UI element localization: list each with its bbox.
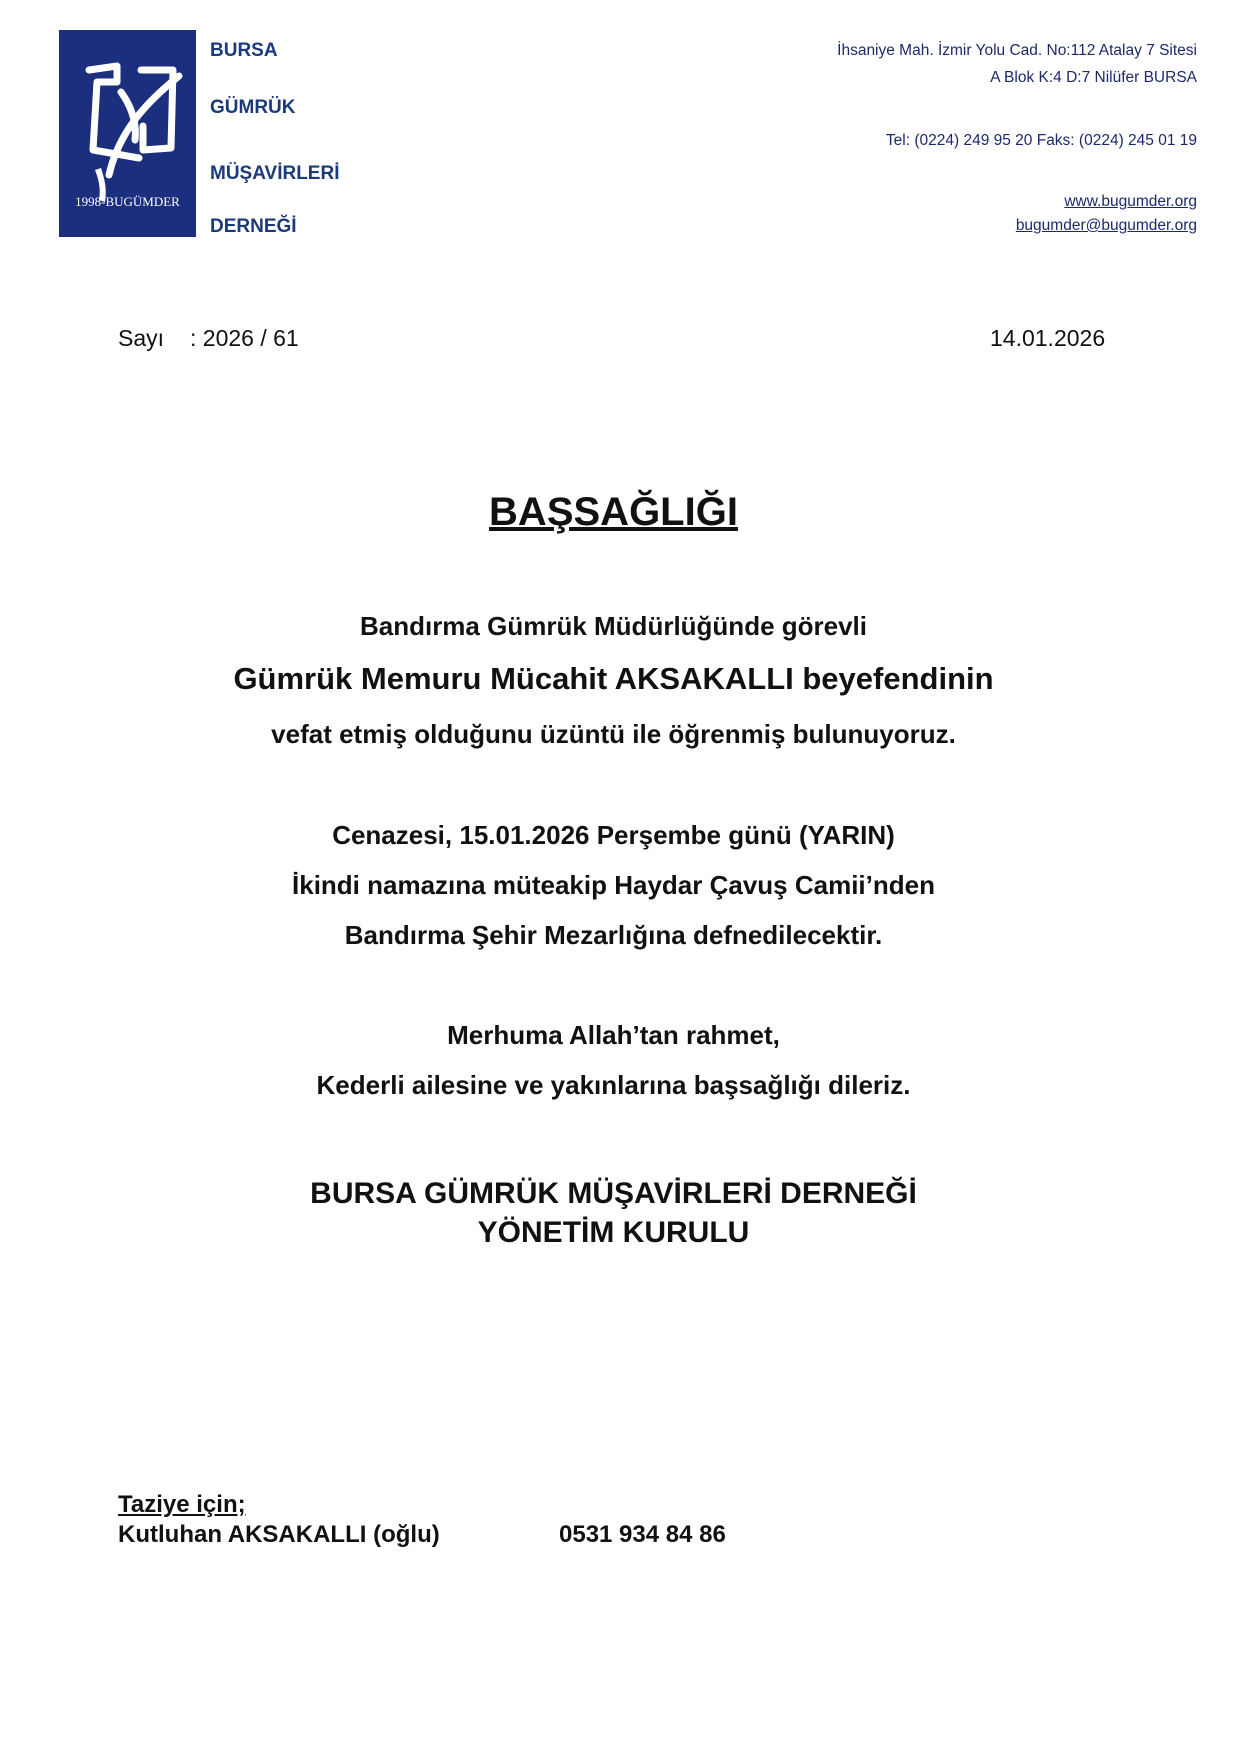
taziye-heading: Taziye için;	[118, 1491, 246, 1518]
address-line-1: İhsaniye Mah. İzmir Yolu Cad. No:112 Atalay 7 Sitesi	[837, 42, 1197, 59]
signature-board: YÖNETİM KURULU	[477, 1216, 750, 1249]
body-line-3: vefat etmiş olduğunu üzüntü ile öğrenmiş bulunuyoruz.	[271, 719, 956, 749]
org-name-line-3: MÜŞAVİRLERİ	[210, 163, 340, 184]
sayi-label: Sayı	[118, 325, 165, 351]
sayi-value: : 2026 / 61	[190, 325, 299, 351]
document-title: BAŞSAĞLIĞI	[489, 490, 738, 534]
website-link[interactable]: www.bugumder.org	[1064, 193, 1197, 210]
logo-caption: 1998-BUGÜMDER	[75, 194, 180, 209]
body-line-1: Bandırma Gümrük Müdürlüğünde görevli	[359, 611, 868, 641]
org-name-line-2: GÜMRÜK	[210, 97, 296, 118]
body-line-5: İkindi namazına müteakip Haydar Çavuş Camii’nden	[292, 870, 935, 900]
taziye-contact-name: Kutluhan AKSAKALLI (oğlu)	[118, 1521, 440, 1548]
org-name-line-4: DERNEĞİ	[210, 216, 297, 237]
association-logo	[59, 30, 196, 237]
body-line-7: Merhuma Allah’tan rahmet,	[447, 1020, 780, 1050]
document-date: 14.01.2026	[990, 325, 1106, 351]
body-line-8: Kederli ailesine ve yakınlarına başsağlığı dileriz.	[316, 1070, 911, 1100]
body-line-2: Gümrük Memuru Mücahit AKSAKALLI beyefendinin	[233, 661, 994, 696]
body-line-6: Bandırma Şehir Mezarlığına defnedilecektir.	[344, 920, 883, 950]
phone-fax: Tel: (0224) 249 95 20 Faks: (0224) 245 01 19	[885, 132, 1197, 149]
body-line-4: Cenazesi, 15.01.2026 Perşembe günü (YARIN)	[332, 820, 895, 850]
email-link[interactable]: bugumder@bugumder.org	[1015, 217, 1197, 234]
taziye-contact-phone: 0531 934 84 86	[559, 1521, 726, 1548]
signature-org: BURSA GÜMRÜK MÜŞAVİRLERİ DERNEĞİ	[310, 1177, 917, 1210]
address-line-2: A Blok K:4 D:7 Nilüfer BURSA	[990, 69, 1197, 86]
org-name-line-1: BURSA	[210, 40, 278, 61]
